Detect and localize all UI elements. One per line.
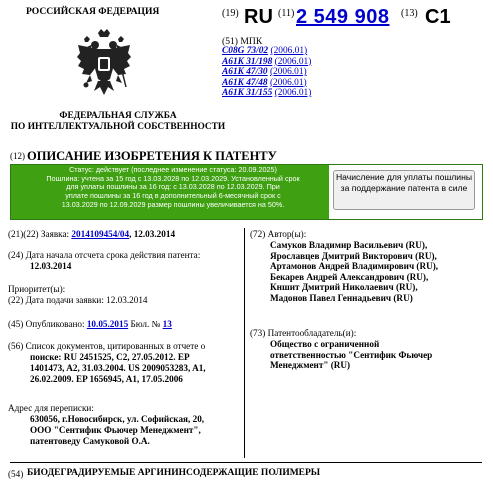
patent-number-link[interactable]: 2 549 908: [296, 6, 390, 28]
address-line: ООО "Сентифик Фьючер Менеджмент",: [30, 425, 201, 435]
invention-title: БИОДЕГРАДИРУЕМЫЕ АРГИНИНСОДЕРЖАЩИЕ ПОЛИМЕРЫ: [27, 468, 321, 478]
status-line: для уплаты пошлины за 16 год: с 13.03.2028 по 12.03.2029. При: [66, 182, 280, 192]
owner-label: (73) Патентообладатель(и):: [250, 328, 357, 338]
application-row: [8, 229, 175, 240]
author-name: Бекарев Андрей Александрович (RU),: [270, 271, 429, 282]
mpk-version-link[interactable]: (2006.01): [270, 46, 308, 56]
cited-docs-line: поиске: RU 2451525, C2, 27.05.2012. EP: [30, 352, 190, 362]
term-start-label: (24) Дата начала отсчета срока действия патента:: [8, 250, 201, 260]
cited-docs-label: (56) Список документов, цитированных в отчете о: [8, 341, 206, 351]
document-title: ОПИСАНИЕ ИЗОБРЕТЕНИЯ К ПАТЕНТУ: [27, 149, 277, 163]
status-panel: [10, 164, 483, 220]
bulletin-number-link[interactable]: 13: [162, 319, 172, 329]
agency-name: [10, 111, 226, 133]
application-date: , 12.03.2014: [129, 229, 176, 239]
owner-line: Менеджмент" (RU): [270, 360, 351, 371]
mpk-code-link[interactable]: A61K 47/30: [222, 67, 268, 77]
code-13: (13): [401, 8, 418, 19]
code-11: (11): [278, 8, 295, 19]
author-name: Самуков Владимир Васильевич (RU),: [270, 240, 428, 250]
publication-label: (45) Опубликовано:: [8, 319, 85, 329]
publication-date-link[interactable]: 10.05.2015: [86, 319, 129, 329]
country-title: РОССИЙСКАЯ ФЕДЕРАЦИЯ: [26, 6, 160, 17]
authors-label: (72) Автор(ы):: [250, 229, 307, 239]
code-19: (19): [222, 8, 239, 19]
mpk-code-link[interactable]: C08G 73/02: [222, 46, 269, 56]
section-divider: [10, 462, 482, 463]
mpk-item: [222, 88, 311, 99]
publication-row: [8, 319, 172, 330]
mpk-version-link[interactable]: (2006.01): [269, 67, 307, 77]
status-text: [17, 166, 329, 210]
kind-code: C1: [425, 6, 451, 28]
bulletin-label: Бюл. №: [130, 319, 161, 329]
owner-name: [270, 339, 432, 371]
mpk-code-link[interactable]: A61K 31/198: [222, 56, 273, 67]
mpk-item: [222, 67, 311, 78]
author-name: Ярославцев Дмитрий Викторович (RU),: [270, 250, 437, 261]
fee-payment-button[interactable]: Начисление для уплаты пошлины за поддержание патента в силе: [333, 170, 475, 210]
country-code: RU: [244, 6, 273, 28]
mpk-code-link[interactable]: A61K 47/48: [222, 77, 268, 88]
column-divider: [244, 228, 245, 458]
priority-label: Приоритет(ы):: [8, 284, 66, 294]
title-code: (12): [10, 151, 25, 161]
application-number-link[interactable]: 2014109454/04: [71, 229, 130, 239]
author-name: Артамонов Андрей Владимирович (RU),: [270, 261, 439, 272]
mpk-version-link[interactable]: (2006.01): [269, 77, 307, 88]
status-line: уплате пошлины за 16 год в дополнительный 6-месячный срок с: [65, 191, 281, 201]
cited-docs-line: 26.02.2009. EP 1656945, A1, 17.05.2006: [30, 374, 183, 384]
cited-docs-line: 1401473, A2, 31.03.2004. US 2009053283, A1,: [30, 363, 206, 373]
filing-date: (22) Дата подачи заявки: 12.03.2014: [8, 295, 148, 305]
term-start-date: 12.03.2014: [30, 261, 72, 271]
status-line: 13.03.2029 по 12.09.2029 размер пошлины увеличивается на 50%.: [61, 199, 285, 209]
mpk-version-link[interactable]: (2006.01): [274, 56, 312, 67]
mpk-label: (51) МПК: [222, 36, 263, 47]
application-label: (21)(22) Заявка:: [8, 229, 70, 239]
mpk-item: [222, 46, 311, 57]
agency-line-2: ПО ИНТЕЛЛЕКТУАЛЬНОЙ СОБСТВЕННОСТИ: [10, 122, 226, 132]
status-line: Статус: действует (последнее изменение статуса: 20.09.2025): [69, 165, 277, 174]
address-label: Адрес для переписки:: [8, 403, 94, 413]
address-line: 630056, г.Новосибирск, ул. Софийская, 20,: [30, 414, 205, 424]
agency-line-1: ФЕДЕРАЛЬНАЯ СЛУЖБА: [59, 111, 177, 121]
mpk-list: [222, 46, 311, 99]
mpk-code-link[interactable]: A61K 31/155: [222, 88, 273, 98]
address-line: патентоведу Самуковой О.А.: [30, 436, 150, 446]
owner-line: ответственностью "Сентифик Фьючер: [270, 349, 433, 360]
status-line: Пошлина: учтена за 15 год с 13.03.2028 по 12.03.2029. Установленный срок: [46, 173, 300, 183]
mpk-item: [222, 78, 311, 89]
author-name: Кншит Дмитрий Николаевич (RU),: [270, 282, 418, 293]
author-name: Мадонов Павел Геннадьевич (RU): [270, 292, 413, 303]
owner-line: Общество с ограниченной: [270, 339, 380, 349]
mpk-version-link[interactable]: (2006.01): [274, 88, 312, 98]
mpk-item: [222, 57, 311, 68]
invention-title-code: (54): [8, 469, 24, 479]
coat-of-arms-emblem: [76, 27, 132, 104]
authors-list: [270, 240, 438, 304]
